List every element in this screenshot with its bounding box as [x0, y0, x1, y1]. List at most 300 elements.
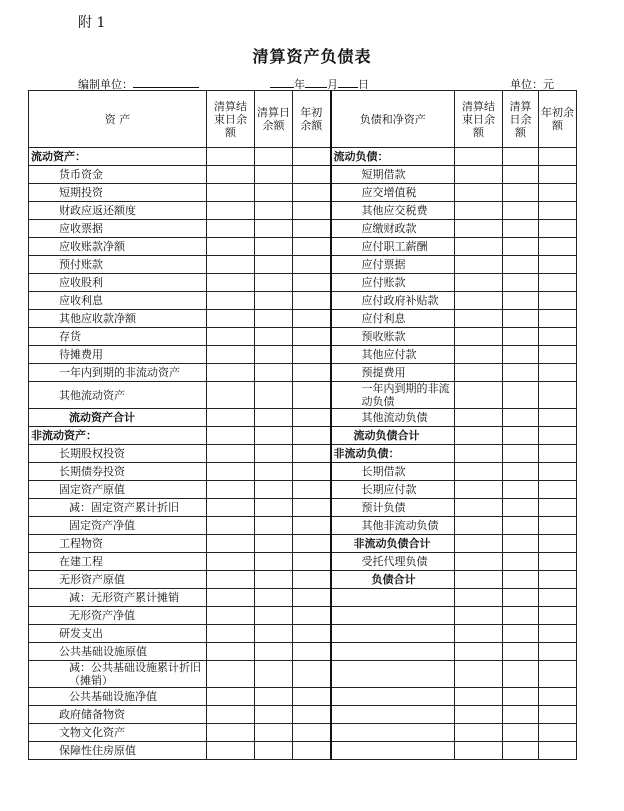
- asset-begin-cell[interactable]: [293, 553, 331, 571]
- liability-item-label: 应缴财政款: [331, 220, 455, 238]
- asset-clear-end-cell[interactable]: [207, 427, 255, 445]
- liability-item-label: 非流动负债合计: [331, 535, 455, 553]
- liab-clear-end-cell[interactable]: [455, 463, 503, 481]
- asset-begin-cell[interactable]: [293, 274, 331, 292]
- liab-clear-end-cell[interactable]: [455, 220, 503, 238]
- liab-clear-end-cell[interactable]: [455, 688, 503, 706]
- liab-clear-day-cell[interactable]: [503, 292, 539, 310]
- liab-begin-cell[interactable]: [539, 607, 577, 625]
- table-row: [29, 445, 577, 463]
- liab-begin-cell[interactable]: [539, 202, 577, 220]
- liab-begin-cell[interactable]: [539, 364, 577, 382]
- liab-clear-end-cell[interactable]: [455, 292, 503, 310]
- asset-item-label: 存货: [29, 328, 207, 346]
- asset-clear-end-cell[interactable]: [207, 517, 255, 535]
- asset-begin-cell[interactable]: [293, 427, 331, 445]
- liab-begin-cell[interactable]: [539, 661, 577, 688]
- liability-item-label: [331, 643, 455, 661]
- liability-item-label: 其他应交税费: [331, 202, 455, 220]
- liab-clear-end-cell[interactable]: [455, 625, 503, 643]
- table-row: [29, 292, 577, 310]
- table-body: [29, 148, 577, 760]
- liab-clear-end-cell[interactable]: [455, 643, 503, 661]
- asset-clear-day-cell[interactable]: [255, 148, 293, 166]
- liab-begin-cell[interactable]: [539, 742, 577, 760]
- asset-clear-end-cell[interactable]: [207, 742, 255, 760]
- liab-clear-day-cell[interactable]: [503, 166, 539, 184]
- liab-clear-day-cell[interactable]: [503, 742, 539, 760]
- liab-clear-end-cell[interactable]: [455, 148, 503, 166]
- liab-clear-day-cell[interactable]: [503, 706, 539, 724]
- asset-begin-cell[interactable]: [293, 724, 331, 742]
- liab-clear-end-cell[interactable]: [455, 382, 503, 409]
- table-row: [29, 706, 577, 724]
- table-row: [29, 220, 577, 238]
- liability-item-label: 预提费用: [331, 364, 455, 382]
- asset-begin-cell[interactable]: [293, 742, 331, 760]
- liability-item-label: 其他应付款: [331, 346, 455, 364]
- asset-item-label: 短期投资: [29, 184, 207, 202]
- asset-item-label: 待摊费用: [29, 346, 207, 364]
- asset-item-label: 公共基础设施净值: [29, 688, 207, 706]
- asset-clear-day-cell[interactable]: [255, 346, 293, 364]
- annex-label: 附 1: [78, 15, 106, 31]
- liab-begin-cell[interactable]: [539, 517, 577, 535]
- asset-begin-cell[interactable]: [293, 589, 331, 607]
- table-row: [29, 643, 577, 661]
- asset-item-label: 长期债券投资: [29, 463, 207, 481]
- asset-clear-end-cell[interactable]: [207, 310, 255, 328]
- liab-clear-end-cell[interactable]: [455, 427, 503, 445]
- liab-begin-cell[interactable]: [539, 427, 577, 445]
- asset-begin-cell[interactable]: [293, 238, 331, 256]
- liab-clear-end-cell[interactable]: [455, 742, 503, 760]
- liab-begin-cell[interactable]: [539, 499, 577, 517]
- liab-begin-cell[interactable]: [539, 463, 577, 481]
- liab-begin-cell[interactable]: [539, 571, 577, 589]
- asset-clear-end-cell[interactable]: [207, 445, 255, 463]
- liab-clear-end-cell[interactable]: [455, 499, 503, 517]
- liability-item-label: 受托代理负债: [331, 553, 455, 571]
- asset-clear-end-cell[interactable]: [207, 184, 255, 202]
- asset-begin-cell[interactable]: [293, 256, 331, 274]
- asset-begin-cell[interactable]: [293, 625, 331, 643]
- asset-clear-day-cell[interactable]: [255, 517, 293, 535]
- liab-clear-day-cell[interactable]: [503, 427, 539, 445]
- asset-clear-end-cell[interactable]: [207, 661, 255, 688]
- liab-begin-cell[interactable]: [539, 535, 577, 553]
- liability-item-label: 负债合计: [331, 571, 455, 589]
- liab-clear-day-cell[interactable]: [503, 643, 539, 661]
- asset-clear-end-cell[interactable]: [207, 292, 255, 310]
- asset-item-label: 流动资产合计: [29, 409, 207, 427]
- asset-clear-end-cell[interactable]: [207, 274, 255, 292]
- table-row: [29, 346, 577, 364]
- asset-clear-day-cell[interactable]: [255, 661, 293, 688]
- liab-clear-day-cell[interactable]: [503, 625, 539, 643]
- liability-item-label: 应付利息: [331, 310, 455, 328]
- liab-begin-cell[interactable]: [539, 328, 577, 346]
- liab-clear-day-cell[interactable]: [503, 184, 539, 202]
- liab-clear-day-cell[interactable]: [503, 607, 539, 625]
- asset-clear-end-cell[interactable]: [207, 571, 255, 589]
- liab-clear-end-cell[interactable]: [455, 310, 503, 328]
- liab-clear-day-cell[interactable]: [503, 499, 539, 517]
- liab-clear-day-cell[interactable]: [503, 346, 539, 364]
- table-row: [29, 607, 577, 625]
- asset-item-label: 保障性住房原值: [29, 742, 207, 760]
- table-row: [29, 382, 577, 409]
- asset-item-label: 公共基础设施原值: [29, 643, 207, 661]
- asset-clear-day-cell[interactable]: [255, 256, 293, 274]
- liab-clear-end-cell[interactable]: [455, 238, 503, 256]
- asset-item-label: 一年内到期的非流动资产: [29, 364, 207, 382]
- asset-clear-end-cell[interactable]: [207, 688, 255, 706]
- liab-begin-cell[interactable]: [539, 238, 577, 256]
- assets-clear-end-header: 清算结束日余额: [207, 91, 255, 148]
- table-row: [29, 184, 577, 202]
- liability-item-label: 其他流动负债: [331, 409, 455, 427]
- liab-clear-day-cell[interactable]: [503, 148, 539, 166]
- asset-item-label: 减：固定资产累计折旧: [29, 499, 207, 517]
- asset-clear-day-cell[interactable]: [255, 382, 293, 409]
- asset-clear-end-cell[interactable]: [207, 706, 255, 724]
- table-row: [29, 364, 577, 382]
- liab-clear-day-cell[interactable]: [503, 724, 539, 742]
- asset-begin-cell[interactable]: [293, 499, 331, 517]
- table-row: [29, 256, 577, 274]
- balance-sheet-table: [28, 90, 577, 760]
- asset-clear-day-cell[interactable]: [255, 409, 293, 427]
- asset-begin-cell[interactable]: [293, 517, 331, 535]
- day-blank: [338, 77, 358, 88]
- asset-clear-day-cell[interactable]: [255, 445, 293, 463]
- liab-clear-end-cell[interactable]: [455, 256, 503, 274]
- asset-clear-end-cell[interactable]: [207, 202, 255, 220]
- asset-clear-day-cell[interactable]: [255, 553, 293, 571]
- liab-begin-header: 年初余额: [539, 91, 577, 148]
- liab-clear-end-cell[interactable]: [455, 445, 503, 463]
- liability-item-label: 长期应付款: [331, 481, 455, 499]
- asset-item-label: 其他应收款净额: [29, 310, 207, 328]
- asset-item-label: 固定资产净值: [29, 517, 207, 535]
- asset-begin-cell[interactable]: [293, 202, 331, 220]
- liab-begin-cell[interactable]: [539, 553, 577, 571]
- asset-clear-day-cell[interactable]: [255, 625, 293, 643]
- liab-clear-end-cell[interactable]: [455, 328, 503, 346]
- asset-begin-cell[interactable]: [293, 310, 331, 328]
- liability-item-label: 其他非流动负债: [331, 517, 455, 535]
- table-row: [29, 202, 577, 220]
- asset-clear-end-cell[interactable]: [207, 553, 255, 571]
- table-row: [29, 238, 577, 256]
- asset-clear-end-cell[interactable]: [207, 166, 255, 184]
- liab-clear-day-cell[interactable]: [503, 256, 539, 274]
- liability-item-label: [331, 625, 455, 643]
- liability-item-label: [331, 688, 455, 706]
- liab-clear-day-cell[interactable]: [503, 535, 539, 553]
- asset-begin-cell[interactable]: [293, 688, 331, 706]
- asset-begin-cell[interactable]: [293, 535, 331, 553]
- table-row: [29, 589, 577, 607]
- asset-begin-cell[interactable]: [293, 706, 331, 724]
- liab-begin-cell[interactable]: [539, 643, 577, 661]
- asset-clear-day-cell[interactable]: [255, 427, 293, 445]
- asset-item-label: 减：无形资产累计摊销: [29, 589, 207, 607]
- asset-item-label: 其他流动资产: [29, 382, 207, 409]
- liab-clear-day-cell[interactable]: [503, 463, 539, 481]
- asset-clear-day-cell[interactable]: [255, 166, 293, 184]
- asset-begin-cell[interactable]: [293, 571, 331, 589]
- liab-begin-cell[interactable]: [539, 481, 577, 499]
- liab-begin-cell[interactable]: [539, 724, 577, 742]
- asset-clear-day-cell[interactable]: [255, 310, 293, 328]
- asset-begin-cell[interactable]: [293, 328, 331, 346]
- asset-item-label: 减：公共基础设施累计折旧（摊销）: [29, 661, 207, 688]
- liab-clear-day-cell[interactable]: [503, 382, 539, 409]
- liability-item-label: 应交增值税: [331, 184, 455, 202]
- liab-clear-end-cell[interactable]: [455, 517, 503, 535]
- table-row: [29, 625, 577, 643]
- asset-begin-cell[interactable]: [293, 463, 331, 481]
- liab-begin-cell[interactable]: [539, 148, 577, 166]
- table-row: [29, 499, 577, 517]
- asset-item-label: 预付账款: [29, 256, 207, 274]
- table-row: [29, 310, 577, 328]
- month-label: 月: [327, 78, 338, 91]
- asset-begin-cell[interactable]: [293, 148, 331, 166]
- liability-item-label: 长期借款: [331, 463, 455, 481]
- asset-clear-end-cell[interactable]: [207, 463, 255, 481]
- liab-begin-cell[interactable]: [539, 220, 577, 238]
- liab-begin-cell[interactable]: [539, 688, 577, 706]
- liab-clear-end-cell[interactable]: [455, 409, 503, 427]
- asset-item-label: 工程物资: [29, 535, 207, 553]
- preparer-label: 编制单位：: [78, 78, 133, 91]
- table-row: [29, 409, 577, 427]
- table-row: [29, 517, 577, 535]
- liability-item-label: 非流动负债：: [331, 445, 455, 463]
- asset-clear-end-cell[interactable]: [207, 499, 255, 517]
- liab-clear-end-cell[interactable]: [455, 571, 503, 589]
- liab-clear-day-header: 清算日余额: [503, 91, 539, 148]
- asset-item-label: 无形资产净值: [29, 607, 207, 625]
- liab-begin-cell[interactable]: [539, 292, 577, 310]
- table-header-row: [29, 91, 577, 148]
- asset-clear-day-cell[interactable]: [255, 481, 293, 499]
- asset-clear-day-cell[interactable]: [255, 292, 293, 310]
- table-row: [29, 571, 577, 589]
- liab-begin-cell[interactable]: [539, 274, 577, 292]
- liab-clear-end-cell[interactable]: [455, 607, 503, 625]
- liability-item-label: [331, 589, 455, 607]
- asset-clear-day-cell[interactable]: [255, 184, 293, 202]
- asset-begin-cell[interactable]: [293, 166, 331, 184]
- liab-begin-cell[interactable]: [539, 184, 577, 202]
- table-row: [29, 427, 577, 445]
- asset-item-label: 文物文化资产: [29, 724, 207, 742]
- table-row: [29, 481, 577, 499]
- liab-clear-day-cell[interactable]: [503, 553, 539, 571]
- asset-begin-cell[interactable]: [293, 292, 331, 310]
- liability-item-label: 应付政府补贴款: [331, 292, 455, 310]
- table-row: [29, 661, 577, 688]
- assets-begin-header: 年初余额: [293, 91, 331, 148]
- asset-item-label: 流动资产：: [29, 148, 207, 166]
- asset-clear-day-cell[interactable]: [255, 220, 293, 238]
- asset-clear-end-cell[interactable]: [207, 625, 255, 643]
- liab-clear-day-cell[interactable]: [503, 328, 539, 346]
- asset-clear-end-cell[interactable]: [207, 148, 255, 166]
- liab-clear-day-cell[interactable]: [503, 661, 539, 688]
- currency-unit: 单位：元: [510, 78, 554, 91]
- asset-item-label: 无形资产原值: [29, 571, 207, 589]
- table-row: [29, 742, 577, 760]
- liab-begin-cell[interactable]: [539, 409, 577, 427]
- asset-begin-cell[interactable]: [293, 481, 331, 499]
- liab-begin-cell[interactable]: [539, 346, 577, 364]
- liab-clear-day-cell[interactable]: [503, 688, 539, 706]
- liab-clear-end-cell[interactable]: [455, 364, 503, 382]
- liab-clear-end-cell[interactable]: [455, 589, 503, 607]
- liab-clear-day-cell[interactable]: [503, 238, 539, 256]
- asset-clear-end-cell[interactable]: [207, 382, 255, 409]
- liab-begin-cell[interactable]: [539, 382, 577, 409]
- day-label: 日: [358, 78, 369, 91]
- asset-clear-day-cell[interactable]: [255, 238, 293, 256]
- asset-clear-day-cell[interactable]: [255, 643, 293, 661]
- asset-begin-cell[interactable]: [293, 445, 331, 463]
- asset-begin-cell[interactable]: [293, 382, 331, 409]
- asset-clear-end-cell[interactable]: [207, 643, 255, 661]
- liability-item-label: [331, 706, 455, 724]
- liab-clear-day-cell[interactable]: [503, 481, 539, 499]
- asset-clear-end-cell[interactable]: [207, 724, 255, 742]
- liab-clear-end-cell[interactable]: [455, 481, 503, 499]
- liab-clear-end-cell[interactable]: [455, 724, 503, 742]
- month-blank: [305, 77, 327, 88]
- liab-clear-end-cell[interactable]: [455, 184, 503, 202]
- asset-clear-day-cell[interactable]: [255, 274, 293, 292]
- liab-clear-end-cell[interactable]: [455, 346, 503, 364]
- asset-begin-cell[interactable]: [293, 607, 331, 625]
- asset-clear-day-cell[interactable]: [255, 724, 293, 742]
- liab-clear-day-cell[interactable]: [503, 445, 539, 463]
- asset-item-label: 应收账款净额: [29, 238, 207, 256]
- table-row: [29, 688, 577, 706]
- liab-clear-day-cell[interactable]: [503, 517, 539, 535]
- asset-begin-cell[interactable]: [293, 643, 331, 661]
- asset-clear-day-cell[interactable]: [255, 463, 293, 481]
- liab-begin-cell[interactable]: [539, 706, 577, 724]
- liab-clear-day-cell[interactable]: [503, 274, 539, 292]
- liab-begin-cell[interactable]: [539, 310, 577, 328]
- asset-clear-day-cell[interactable]: [255, 364, 293, 382]
- asset-clear-day-cell[interactable]: [255, 742, 293, 760]
- table-row: [29, 166, 577, 184]
- liability-item-label: 一年内到期的非流动负债: [331, 382, 455, 409]
- liab-clear-day-cell[interactable]: [503, 364, 539, 382]
- liab-clear-day-cell[interactable]: [503, 571, 539, 589]
- asset-clear-day-cell[interactable]: [255, 499, 293, 517]
- asset-item-label: 在建工程: [29, 553, 207, 571]
- asset-clear-end-cell[interactable]: [207, 535, 255, 553]
- asset-begin-cell[interactable]: [293, 346, 331, 364]
- liab-clear-end-cell[interactable]: [455, 535, 503, 553]
- table-row: [29, 274, 577, 292]
- asset-clear-day-cell[interactable]: [255, 706, 293, 724]
- liab-begin-cell[interactable]: [539, 589, 577, 607]
- asset-clear-end-cell[interactable]: [207, 220, 255, 238]
- year-blank: [270, 77, 294, 88]
- liab-clear-day-cell[interactable]: [503, 409, 539, 427]
- asset-clear-end-cell[interactable]: [207, 328, 255, 346]
- liab-clear-day-cell[interactable]: [503, 310, 539, 328]
- page-title: 清算资产负债表: [252, 47, 372, 66]
- asset-clear-day-cell[interactable]: [255, 607, 293, 625]
- liab-clear-end-cell[interactable]: [455, 166, 503, 184]
- asset-begin-cell[interactable]: [293, 220, 331, 238]
- liab-clear-day-cell[interactable]: [503, 220, 539, 238]
- asset-clear-day-cell[interactable]: [255, 589, 293, 607]
- table-row: [29, 148, 577, 166]
- liab-begin-cell[interactable]: [539, 625, 577, 643]
- liab-begin-cell[interactable]: [539, 166, 577, 184]
- asset-begin-cell[interactable]: [293, 409, 331, 427]
- asset-begin-cell[interactable]: [293, 661, 331, 688]
- liab-begin-cell[interactable]: [539, 445, 577, 463]
- liability-item-label: 应付票据: [331, 256, 455, 274]
- year-label: 年: [294, 78, 305, 91]
- asset-clear-end-cell[interactable]: [207, 589, 255, 607]
- asset-clear-day-cell[interactable]: [255, 688, 293, 706]
- liability-item-label: [331, 724, 455, 742]
- asset-item-label: 非流动资产：: [29, 427, 207, 445]
- asset-clear-end-cell[interactable]: [207, 256, 255, 274]
- asset-clear-day-cell[interactable]: [255, 328, 293, 346]
- liability-item-label: [331, 661, 455, 688]
- table-row: [29, 463, 577, 481]
- asset-item-label: 长期股权投资: [29, 445, 207, 463]
- asset-clear-day-cell[interactable]: [255, 535, 293, 553]
- asset-item-label: 应收票据: [29, 220, 207, 238]
- table-row: [29, 328, 577, 346]
- asset-clear-end-cell[interactable]: [207, 409, 255, 427]
- liab-clear-day-cell[interactable]: [503, 589, 539, 607]
- asset-clear-day-cell[interactable]: [255, 202, 293, 220]
- liab-clear-end-cell[interactable]: [455, 661, 503, 688]
- asset-clear-end-cell[interactable]: [207, 346, 255, 364]
- asset-clear-end-cell[interactable]: [207, 607, 255, 625]
- asset-begin-cell[interactable]: [293, 184, 331, 202]
- asset-item-label: 货币资金: [29, 166, 207, 184]
- liability-item-label: 预计负债: [331, 499, 455, 517]
- asset-clear-end-cell[interactable]: [207, 481, 255, 499]
- liab-clear-end-cell[interactable]: [455, 706, 503, 724]
- liab-clear-end-cell[interactable]: [455, 274, 503, 292]
- asset-clear-day-cell[interactable]: [255, 571, 293, 589]
- liab-clear-day-cell[interactable]: [503, 202, 539, 220]
- asset-begin-cell[interactable]: [293, 364, 331, 382]
- asset-item-label: 研发支出: [29, 625, 207, 643]
- asset-clear-end-cell[interactable]: [207, 364, 255, 382]
- liability-item-label: 预收账款: [331, 328, 455, 346]
- liability-item-label: [331, 607, 455, 625]
- asset-clear-end-cell[interactable]: [207, 238, 255, 256]
- liab-clear-end-cell[interactable]: [455, 202, 503, 220]
- liab-clear-end-cell[interactable]: [455, 553, 503, 571]
- liab-begin-cell[interactable]: [539, 256, 577, 274]
